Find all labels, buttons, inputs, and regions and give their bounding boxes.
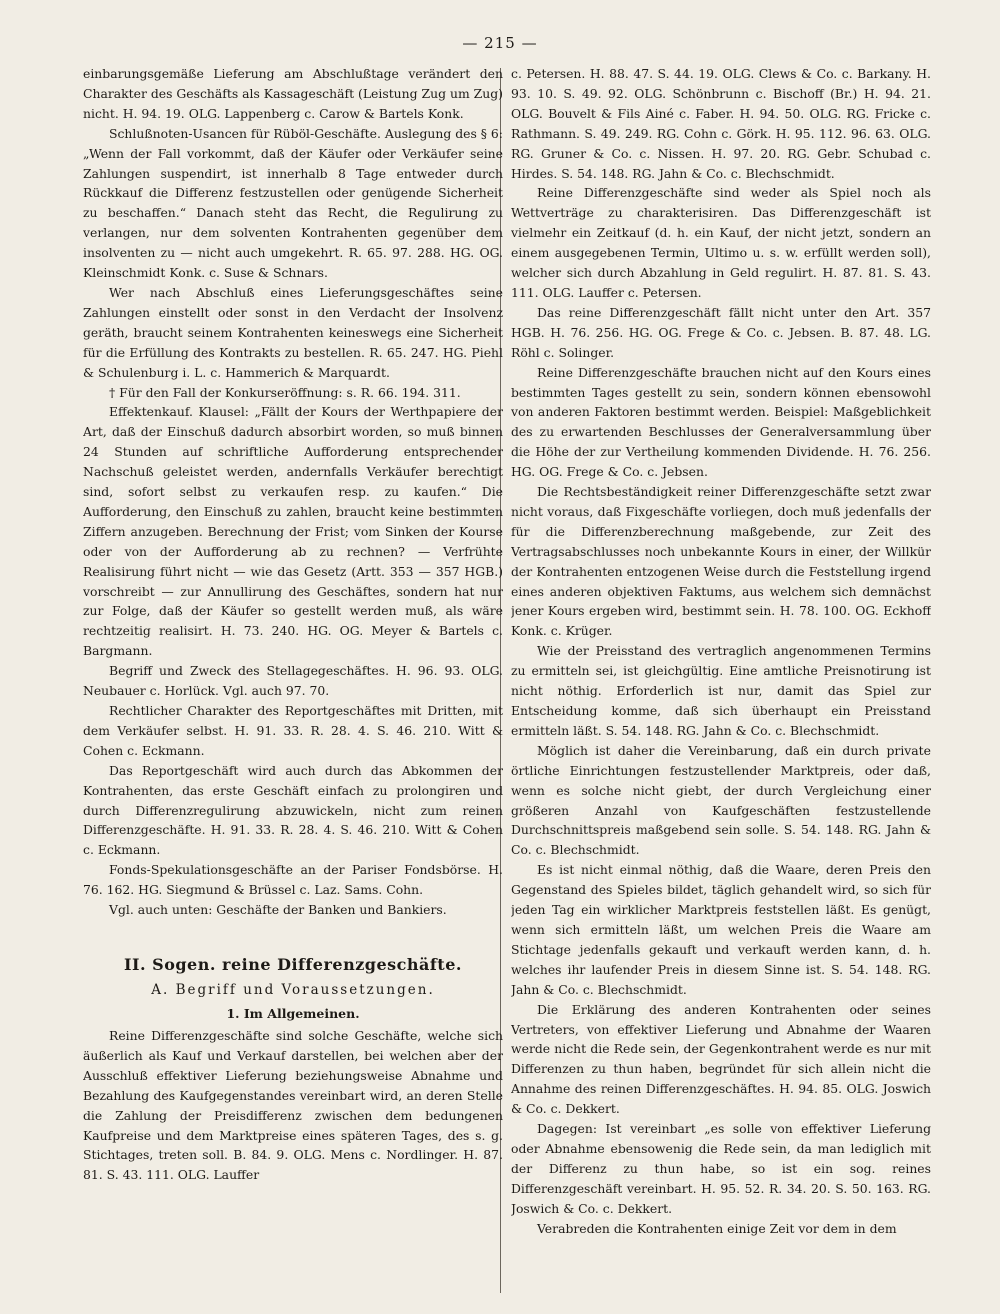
paragraph: Wie der Preisstand des vertraglich angenommenen Termins zu ermitteln sei, ist gleichgültig. Eine amtliche Preisnotirung ist nicht nöthig. Erforderlich ist nur, damit das Spiel zur Entscheidung komme, daß sich überhaupt ein Preisstand ermitteln läßt. S. 54. 148. RG. Jahn & Co. c. Blechschmidt.: [511, 643, 931, 738]
paragraph: Die Erklärung des anderen Kontrahenten oder seines Vertreters, von effektiver Lieferung und Abnahme der Waaren werde nicht die Rede sein, der Gegenkontrahent werde es nur mit Differenzen zu thun haben, begründet für sich allein nicht die Annahme des reinen Differenzgeschäftes. H. 94. 85. OLG. Joswich & Co. c. Dekkert.: [511, 1001, 931, 1117]
paragraph: Verabreden die Kontrahenten einige Zeit vor dem in dem: [537, 1220, 897, 1236]
paragraph: Schlußnoten-Usancen für Rüböl-Geschäfte. Auslegung des § 6: „Wenn der Fall vorkommt, daß der Käufer oder Verkäufer seine Zahlungen suspendirt, ist innerhalb 8 Tage entweder durch Rückkauf die Differenz festzustellen oder genügende Sicherheit zu beschaffen.“ Danach steht das Recht, die Regulirung zu verlangen, nur dem solventen Kontrahenten gegenüber dem insolventen zu — nicht auch umgekehrt. R. 65. 97. 288. HG. OG. Kleinschmidt Konk. c. Suse & Schnars.: [83, 125, 503, 281]
paragraph: Es ist nicht einmal nöthig, daß die Waare, deren Preis den Gegenstand des Spieles bildet, täglich gehandelt wird, so sich für jeden Tag ein wirklicher Marktpreis feststellen läßt. Es genügt, wenn sich ermitteln läßt, um welchen Preis die Waare am Stichtage jedenfalls gekauft und verkauft werden kann, d. h. welches ihr laufender Preis in diesem Sinne ist. S. 54. 148. RG. Jahn & Co. c. Blechschmidt.: [511, 862, 931, 997]
paragraph: Effektenkauf. Klausel: „Fällt der Kours der Werthpapiere der Art, daß der Einschuß dadurch absorbirt worden, so muß binnen 24 Stunden auf schriftliche Aufforderung entsprechender Nachschuß geleistet werden, andernfalls Verkäufer berechtigt sind, sofort selbst zu verkaufen resp. zu kaufen.“ Die Aufforderung, den Einschuß zu zahlen, braucht keine bestimmten Ziffern anzugeben. Berechnung der Frist; vom Sinken der Kourse oder von der Aufforderung ab zu rechnen? — Verfrühte Realisirung führt nicht — wie das Gesetz (Artt. 353 — 357 HGB.) vorschreibt — zur Annullirung des Geschäftes, sondern hat nur zur Folge, daß der Käufer so gestellt werden muß, als wäre rechtzeitig realisirt. H. 73. 240. HG. OG. Meyer & Bartels c. Bargmann.: [83, 404, 503, 659]
subsubsection-heading: 1. Im Allgemeinen.: [226, 1005, 360, 1021]
left-column: [83, 64, 503, 1304]
paragraph: Das Reportgeschäft wird auch durch das Abkommen der Kontrahenten, das erste Geschäft einfach zu prolongiren und durch Differenzregulirung abzuwickeln, nicht zum reinen Differenzgeschäfte. H. 91. 33. R. 28. 4. S. 46. 210. Witt & Cohen c. Eckmann.: [83, 762, 503, 858]
subsection-heading: A. Begriff und Voraussetzungen.: [151, 981, 435, 998]
paragraph: Reine Differenzgeschäfte sind solche Geschäfte, welche sich äußerlich als Kauf und Verkauf darstellen, bei welchen aber der Ausschluß effektiver Lieferung beziehungsweise Abnahme und Bezahlung des Kaufgegenstandes vereinbart wird, an deren Stelle die Zahlung der Preisdifferenz zwischen dem bedungenen Kaufpreise und dem Marktpreise eines späteren Tages, des s. g. Stichtages, treten soll. B. 84. 9. OLG. Mens c. Nordlinger. H. 87. 81. S. 43. 111. OLG. Lauffer: [83, 1027, 503, 1183]
section-heading: II. Sogen. reine Differenzgeschäfte.: [124, 954, 462, 974]
paragraph: Reine Differenzgeschäfte sind weder als Spiel noch als Wettverträge zu charakterisiren. Das Differenzgeschäft ist vielmehr ein Zeitkauf (d. h. ein Kauf, der nicht jetzt, sondern an einem ausgegebenen Termin, Ultimo u. s. w. erfüllt werden soll), welcher sich durch Abzahlung in Geld regulirt. H. 87. 81. S. 43. 111. OLG. Lauffer c. Petersen.: [511, 185, 931, 300]
paragraph: Möglich ist daher die Vereinbarung, daß ein durch private örtliche Einrichtungen festzustellender Marktpreis, oder daß, wenn es solche nicht giebt, der durch Vergleichung einer größeren Anzahl von Kaufgeschäften festzustellende Durchschnittspreis maßgebend sein solle. S. 54. 148. RG. Jahn & Co. c. Blechschmidt.: [511, 742, 931, 858]
paragraph: Vgl. auch unten: Geschäfte der Banken und Bankiers.: [109, 902, 447, 918]
paragraph: Fonds-Spekulationsgeschäfte an der Pariser Fondsbörse. H. 76. 162. HG. Siegmund & Brüssel c. Laz. Sams. Cohn.: [83, 862, 503, 898]
paragraph: einbarungsgemäße Lieferung am Abschlußtage verändert den Charakter des Geschäfts als Kassageschäft (Leistung Zug um Zug) nicht. H. 94. 19. OLG. Lappenberg c. Carow & Bartels Konk.: [83, 66, 503, 121]
right-column: [511, 64, 931, 1304]
left-paragraphs-after: [83, 1026, 503, 1185]
paragraph: Rechtlicher Charakter des Reportgeschäftes mit Dritten, mit dem Verkäufer selbst. H. 91. 33. R. 28. 4. S. 46. 210. Witt & Cohen c. Eckmann.: [83, 703, 503, 758]
page-number: — 215 —: [462, 34, 538, 52]
paragraph: Dagegen: Ist vereinbart „es solle von effektiver Lieferung oder Abnahme ebensowenig die Rede sein, da man lediglich mit der Differenz zu thun habe, so ist ein sog. reines Differenzgeschäft vereinbart. H. 95. 52. R. 34. 20. S. 50. 163. RG. Joswich & Co. c. Dekkert.: [511, 1121, 931, 1216]
left-paragraphs: [83, 64, 503, 920]
paragraph: Die Rechtsbeständigkeit reiner Differenzgeschäfte setzt zwar nicht voraus, daß Fixgeschäfte vorliegen, doch muß jedenfalls der für die Differenzberechnung maßgebende, zur Zeit des Vertragsabschlusses noch unbekannte Kours in einer, der Willkür der Kontrahenten entzogenen Weise durch die Feststellung irgend eines anderen objektiven Faktums, aus welchem sich demnächst jener Kours ergeben wird, bestimmt sein. H. 78. 100. OG. Eckhoff Konk. c. Krüger.: [511, 484, 931, 639]
paragraph: Wer nach Abschluß eines Lieferungsgeschäftes seine Zahlungen einstellt oder sonst in den Verdacht der Insolvenz geräth, braucht seinem Kontrahenten keineswegs eine Sicherheit für die Erfüllung des Kontrakts zu bestellen. R. 65. 247. HG. Piehl & Schulenburg i. L. c. Hammerich & Marquardt.: [83, 284, 503, 380]
section-spacer: [83, 920, 503, 940]
paragraph: Das reine Differenzgeschäft fällt nicht unter den Art. 357 HGB. H. 76. 256. HG. OG. Frege & Co. c. Jebsen. B. 87. 48. LG. Röhl c. Solinger.: [511, 304, 931, 360]
paragraph: Begriff und Zweck des Stellagegeschäftes. H. 96. 93. OLG. Neubauer c. Horlück. Vgl. auch 97. 70.: [83, 663, 503, 699]
paragraph: Reine Differenzgeschäfte brauchen nicht auf den Kours eines bestimmten Tages gestellt zu sein, sondern können ebensowohl von anderen Faktoren bestimmt werden. Beispiel: Maßgeblichkeit des zu erwartenden Beschlusses der Generalversammlung über die Höhe der zur Vertheilung kommenden Dividende. H. 76. 256. HG. OG. Frege & Co. c. Jebsen.: [511, 364, 931, 480]
paragraph: c. Petersen. H. 88. 47. S. 44. 19. OLG. Clews & Co. c. Barkany. H. 93. 10. S. 49. 92. OLG. Schönbrunn c. Bischoff (Br.) H. 94. 21. OLG. Bouvelt & Fils Ainé c. Faber. H. 94. 50. OLG. RG. Fricke c. Rathmann. S. 49. 249. RG. Cohn c. Görk. H. 95. 112. 96. 63. OLG. RG. Gruner & Co. c. Nissen. H. 97. 20. RG. Gebr. Schubad c. Hirdes. S. 54. 148. RG. Jahn & Co. c. Blechschmidt.: [511, 66, 931, 181]
right-paragraphs: [511, 64, 931, 1238]
paragraph: † Für den Fall der Konkurseröffnung: s. R. 66. 194. 311.: [109, 384, 461, 400]
